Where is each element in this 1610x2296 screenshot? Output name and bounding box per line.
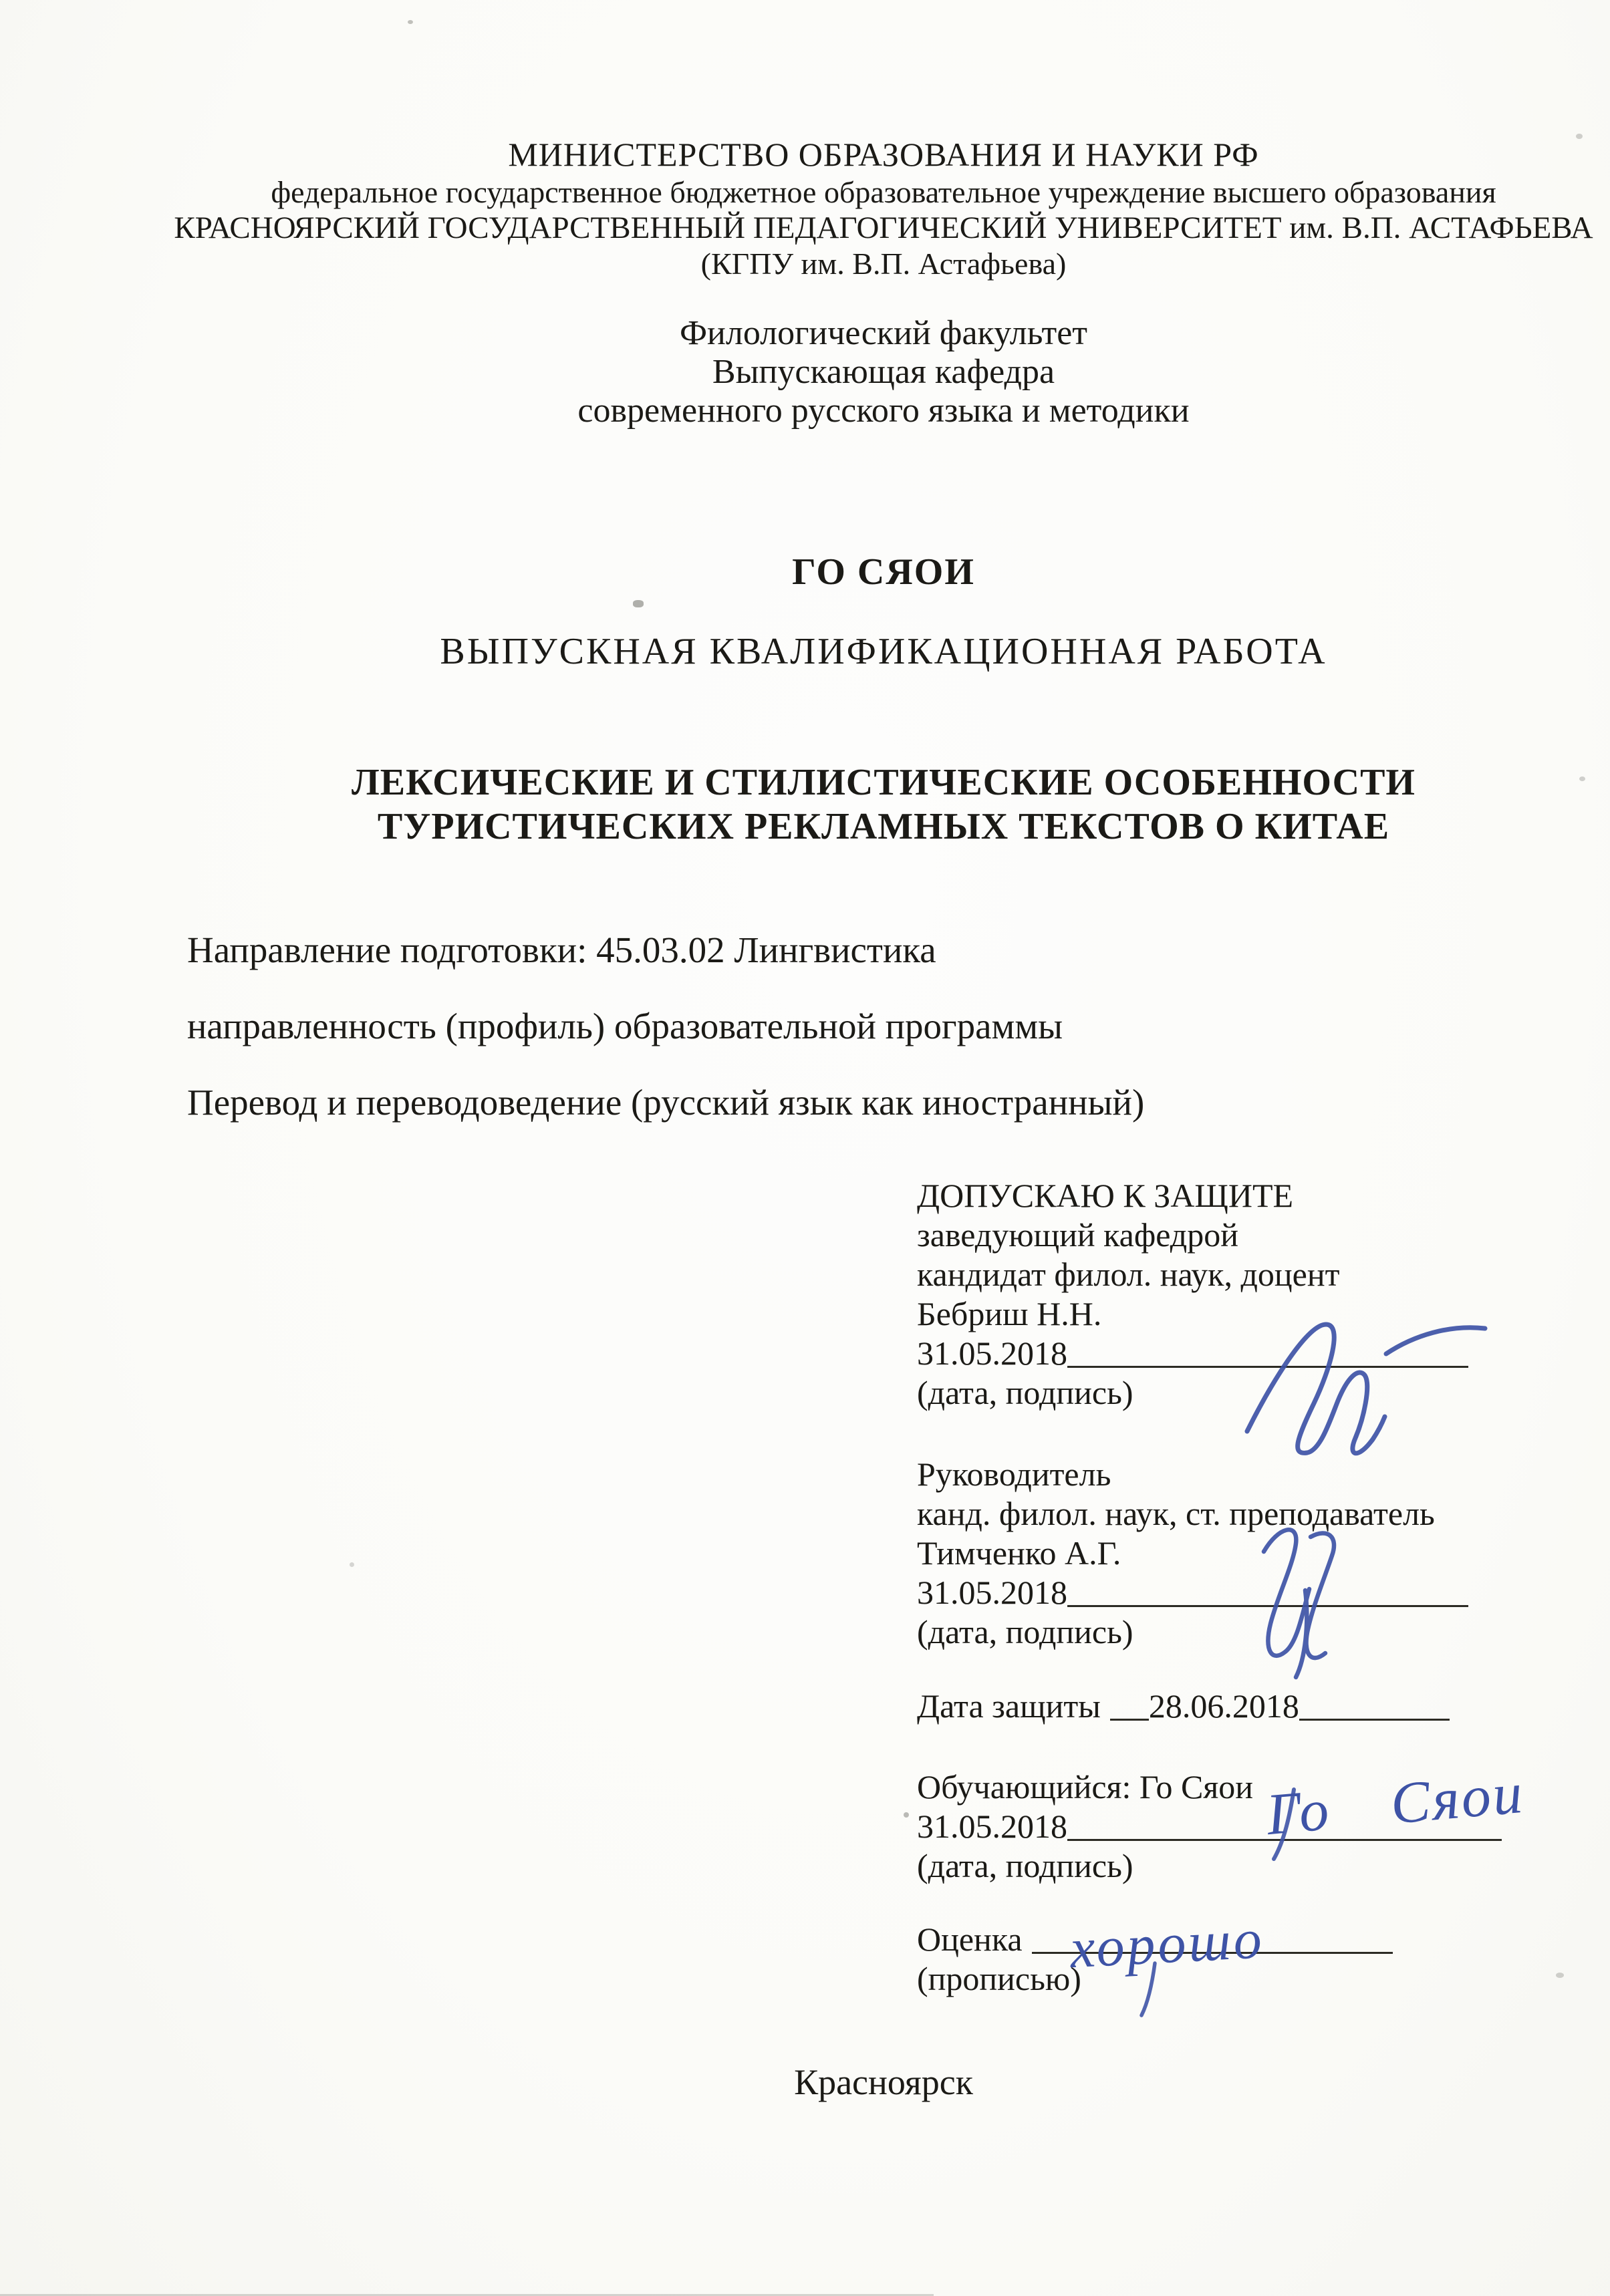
- grade-line: [917, 1920, 1559, 1959]
- signature-line: [1067, 1839, 1502, 1841]
- scan-speck: [1556, 1973, 1564, 1978]
- grade-block: [917, 1920, 1559, 1999]
- defense-date-block: [917, 1687, 1559, 1726]
- ministry-line-1: МИНИСТЕРСТВО ОБРАЗОВАНИЯ И НАУКИ РФ: [508, 136, 1259, 173]
- student-date: 31.05.2018: [917, 1808, 1067, 1845]
- student-block: [917, 1767, 1559, 1886]
- approval-caption: (дата, подпись): [917, 1374, 1133, 1411]
- signature-line: [1067, 1366, 1468, 1368]
- ministry-line-3: КРАСНОЯРСКИЙ ГОСУДАРСТВЕННЫЙ ПЕДАГОГИЧЕСКИЙ УНИВЕРСИТЕТ им. В.П. АСТАФЬЕВА: [174, 210, 1593, 245]
- approval-block: [917, 1176, 1559, 1413]
- grade-caption: (прописью): [917, 1960, 1081, 1997]
- supervisor-degree: канд. филол. наук, ст. преподаватель: [917, 1495, 1435, 1532]
- signature-line: [1067, 1605, 1468, 1607]
- student-caption: (дата, подпись): [917, 1847, 1133, 1884]
- program-direction: Направление подготовки: 45.03.02 Лингвистика: [187, 929, 936, 970]
- ministry-header: [157, 134, 1610, 282]
- ministry-line-2: федеральное государственное бюджетное образовательное учреждение высшего образования: [271, 175, 1496, 209]
- thesis-title: [157, 760, 1610, 849]
- supervisor-date-line: [917, 1573, 1559, 1612]
- approval-name: Бебриш Н.Н.: [917, 1295, 1102, 1332]
- thesis-title-line-1: ЛЕКСИЧЕСКИЕ И СТИЛИСТИЧЕСКИЕ ОСОБЕННОСТИ: [352, 762, 1416, 803]
- supervisor-caption: (дата, подпись): [917, 1613, 1133, 1651]
- approval-date: 31.05.2018: [917, 1334, 1067, 1372]
- grade-fill-line: [1032, 1952, 1393, 1954]
- supervisor-heading: Руководитель: [917, 1455, 1111, 1493]
- scan-speck: [1576, 134, 1583, 139]
- scan-speck: [350, 1562, 354, 1567]
- fill-line: [1110, 1719, 1149, 1721]
- approval-position: заведующий кафедрой: [917, 1216, 1238, 1254]
- scan-speck: [633, 600, 644, 607]
- ministry-line-4: (КГПУ им. В.П. Астафьева): [700, 247, 1067, 281]
- student-signature-text: Го Сяои: [1264, 1760, 1527, 1848]
- student-label: Обучающийся: Го Сяои: [917, 1768, 1254, 1806]
- faculty-block: [157, 314, 1610, 430]
- scan-speck: [408, 20, 413, 24]
- thesis-title-line-2: ТУРИСТИЧЕСКИХ РЕКЛАМНЫХ ТЕКСТОВ О КИТАЕ: [377, 806, 1390, 847]
- scan-speck: [904, 1812, 909, 1818]
- supervisor-block: [917, 1455, 1559, 1652]
- city-label: Красноярск: [794, 2062, 973, 2102]
- program-profile: направленность (профиль) образовательной программы: [187, 1006, 1063, 1046]
- work-type: ВЫПУСКНАЯ КВАЛИФИКАЦИОННАЯ РАБОТА: [440, 631, 1327, 672]
- program-specialty: Перевод и переводоведение (русский язык как иностранный): [187, 1082, 1145, 1123]
- faculty-line-3: современного русского языка и методики: [577, 392, 1190, 430]
- defense-date: 28.06.2018: [1148, 1687, 1299, 1725]
- scan-speck: [1579, 776, 1585, 781]
- approval-heading: ДОПУСКАЮ К ЗАЩИТЕ: [917, 1177, 1294, 1214]
- faculty-line-2: Выпускающая кафедра: [712, 353, 1055, 391]
- student-date-line: [917, 1807, 1559, 1846]
- author-name: ГО СЯОИ: [792, 551, 975, 593]
- approval-degree: кандидат филол. наук, доцент: [917, 1256, 1340, 1293]
- fill-line: [1299, 1719, 1450, 1721]
- grade-label: Оценка: [917, 1920, 1023, 1958]
- supervisor-date: 31.05.2018: [917, 1574, 1067, 1611]
- defense-date-label: Дата защиты: [917, 1687, 1101, 1725]
- faculty-line-1: Филологический факультет: [679, 314, 1088, 352]
- page-content: [157, 0, 1610, 2296]
- approval-date-line: [917, 1334, 1559, 1373]
- grade-handwritten-text: хорошо: [1068, 1908, 1266, 1981]
- supervisor-name: Тимченко А.Г.: [917, 1534, 1121, 1572]
